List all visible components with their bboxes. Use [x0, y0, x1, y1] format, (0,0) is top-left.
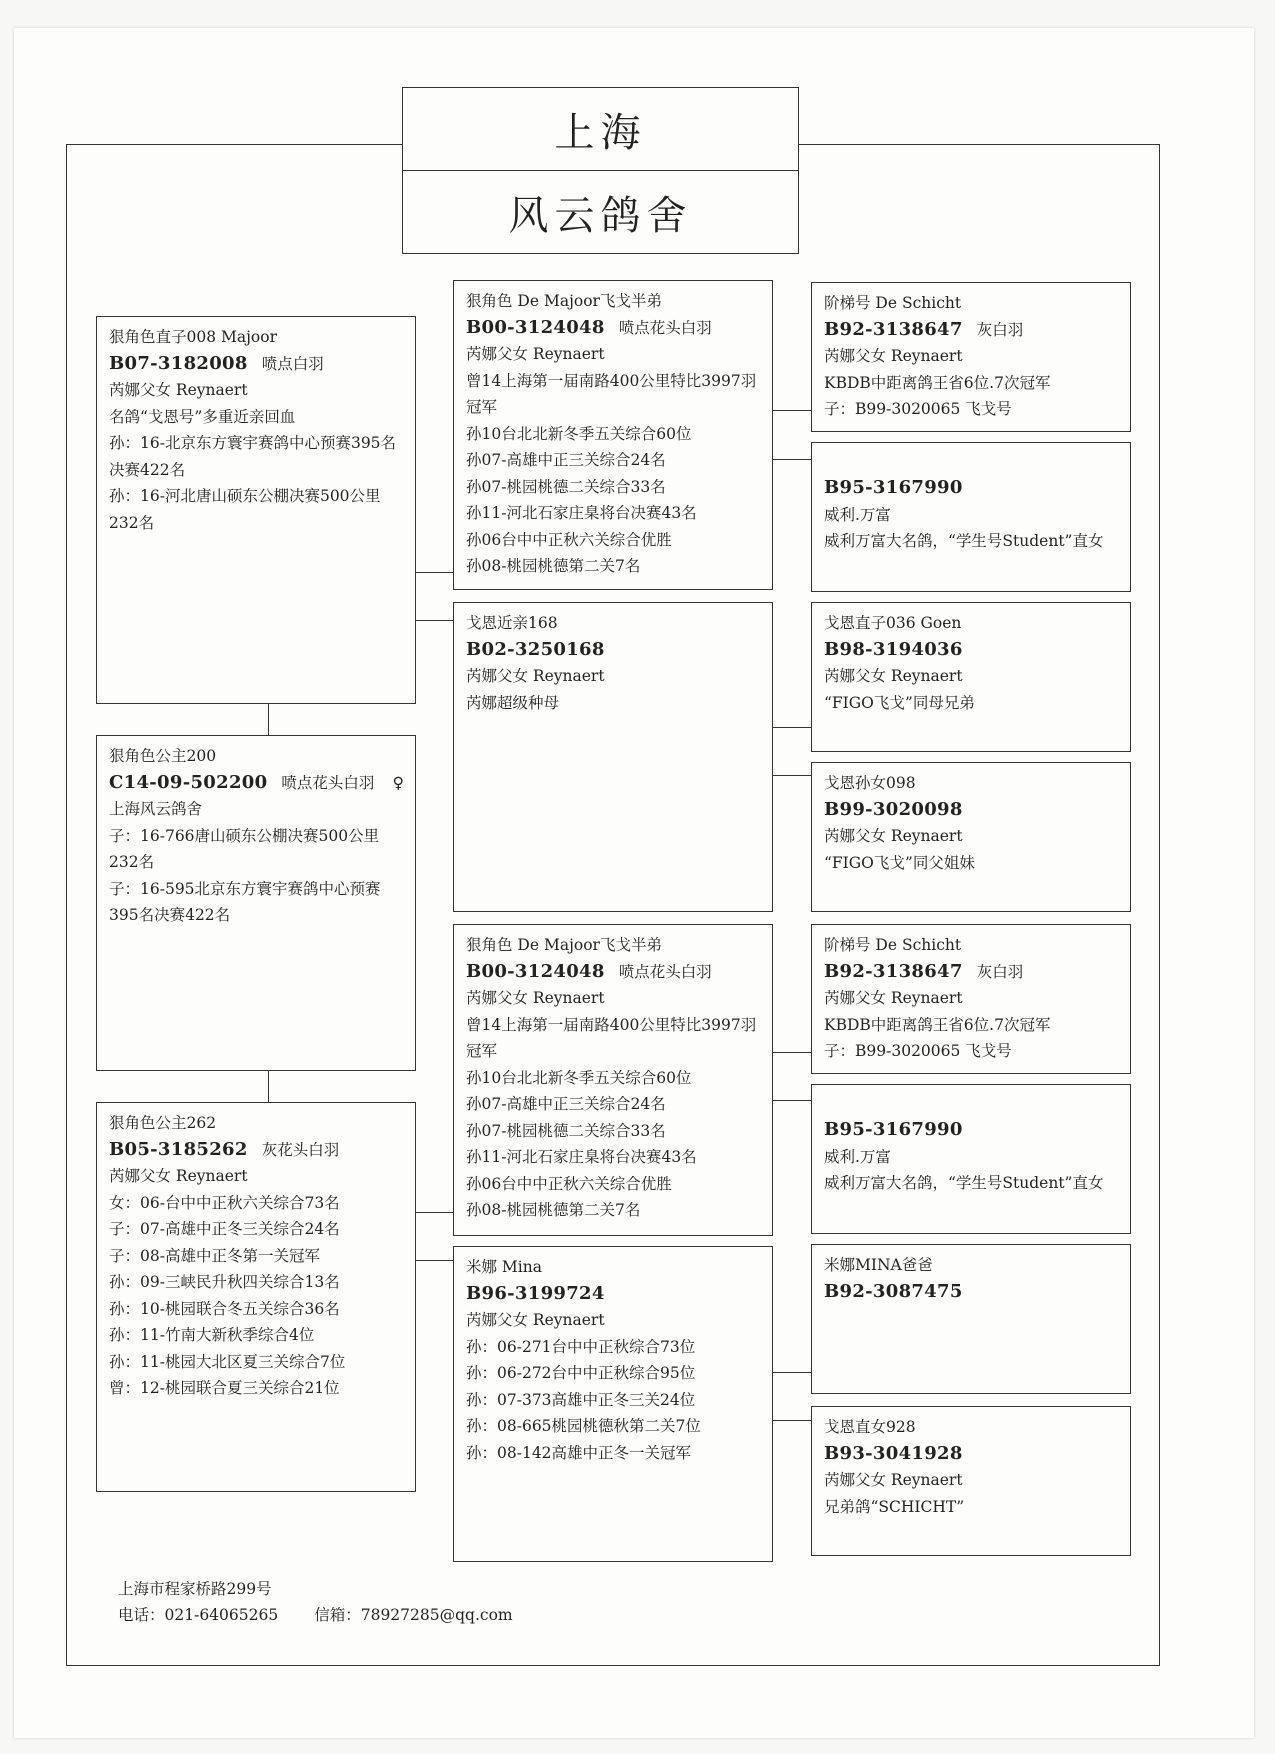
- ggp-color: 灰白羽: [976, 962, 1024, 981]
- sire-line: 芮娜父女 Reynaert: [109, 381, 248, 399]
- dam-line: 子：07-高雄中正冬三关综合24名: [109, 1220, 340, 1238]
- ggp-card-dsd: [811, 1084, 1131, 1234]
- gp-name: 戈恩近亲168: [466, 614, 558, 632]
- subject-name: 狠角色公主200: [109, 747, 217, 765]
- title-city: 上海: [554, 109, 647, 156]
- ggp-name: 戈恩孙女098: [824, 774, 916, 792]
- dam-line: 孙：11-竹南大新秋季综合4位: [109, 1326, 315, 1344]
- gp-line: 孙：06-272台中中正秋综合95位: [466, 1364, 696, 1382]
- grandsire-paternal-card: [453, 280, 773, 590]
- gp-line: 孙11-河北石家庄臬将台决赛43名: [466, 1148, 697, 1166]
- connector-dam-gp: [415, 1212, 454, 1213]
- dam-name: 狠角色公主262: [109, 1114, 217, 1132]
- granddam-paternal-card: [453, 602, 773, 912]
- footer-email: 信箱：78927285@qq.com: [314, 1606, 513, 1624]
- gp-name: 狠角色 De Majoor飞戈半弟: [466, 292, 662, 310]
- ggp-ring: B92-3138647: [824, 960, 963, 982]
- dam-line: 曾：12-桃园联合夏三关综合21位: [109, 1379, 340, 1397]
- footer-phone: 电话：021-64065265: [118, 1606, 279, 1624]
- gp-line: 芮娜父女 Reynaert: [466, 1311, 605, 1329]
- gp-line: 曾14上海第一届南路400公里特比3997羽冠军: [466, 1015, 757, 1060]
- ggp-line: 威利.万富: [824, 505, 891, 524]
- connector-ds-ggp: [772, 1052, 812, 1053]
- ggp-line: “FIGO飞戈”同母兄弟: [824, 693, 975, 712]
- connector-ds-ggp2: [772, 1100, 812, 1101]
- ggp-name: 戈恩直子036 Goen: [824, 614, 962, 632]
- connector-sd-ggp: [772, 727, 812, 728]
- ggp-line: 芮娜父女 Reynaert: [824, 667, 963, 685]
- subject-line: 子：16-766唐山硕东公棚决赛500公里232名: [109, 826, 380, 871]
- gp-line: 芮娜父女 Reynaert: [466, 667, 605, 685]
- gp-line: 孙07-桃园桃德二关综合33名: [466, 477, 666, 496]
- ggp-line: KBDB中距离鸽王省6位.7次冠军: [824, 373, 1051, 392]
- gp-line: 孙06台中中正秋六关综合优胜: [466, 1174, 672, 1193]
- connector-dd-ggp: [772, 1372, 812, 1373]
- gp-line: 曾14上海第一届南路400公里特比3997羽冠军: [466, 371, 757, 416]
- gp-line: 孙：08-665桃园桃德秋第二关7位: [466, 1417, 701, 1435]
- ggp-ring: B95-3167990: [824, 477, 963, 498]
- ggp-name: 米娜MINA爸爸: [824, 1256, 933, 1274]
- gp-line: 孙10台北北新冬季五关综合60位: [466, 424, 692, 443]
- ggp-name: 阶梯号 De Schicht: [824, 294, 962, 312]
- ggp-ring: B95-3167990: [824, 1119, 963, 1140]
- ggp-card-ddd: [811, 1406, 1131, 1556]
- ggp-card-ssd: [811, 442, 1131, 592]
- gp-line: 孙：08-142高雄中正冬一关冠军: [466, 1443, 692, 1462]
- ggp-line: 威利万富大名鸽，“学生号Student”直女: [824, 532, 1104, 550]
- gp-line: 芮娜超级种母: [466, 693, 560, 712]
- title-loft: 风云鸽舍: [508, 192, 693, 239]
- sire-color: 喷点白羽: [261, 354, 324, 373]
- ggp-ring: B99-3020098: [824, 798, 963, 820]
- ggp-line: KBDB中距离鸽王省6位.7次冠军: [824, 1015, 1051, 1034]
- dam-line: 芮娜父女 Reynaert: [109, 1167, 248, 1185]
- gp-name: 狠角色 De Majoor飞戈半弟: [466, 936, 662, 954]
- ggp-card-sss: [811, 282, 1131, 432]
- gp-line: 孙：07-373高雄中正冬三关24位: [466, 1390, 696, 1409]
- ggp-line: 子：B99-3020065 飞戈号: [824, 400, 1012, 418]
- gp-line: 孙08-桃园桃德第二关7名: [466, 557, 641, 575]
- ggp-line: 芮娜父女 Reynaert: [824, 827, 963, 845]
- sire-line: 孙：16-河北唐山硕东公棚决赛500公里232名: [109, 487, 381, 532]
- gp-name: 米娜 Mina: [466, 1258, 542, 1276]
- connector-ss-ggp2: [772, 459, 812, 460]
- dam-line: 孙：09-三峡民升秋四关综合13名: [109, 1273, 340, 1291]
- connector-sd-ggp2: [772, 775, 812, 776]
- gp-line: 孙：06-271台中中正秋综合73位: [466, 1337, 696, 1356]
- ggp-ring: B92-3087475: [824, 1280, 963, 1302]
- subject-card: [96, 735, 416, 1071]
- subject-color: 喷点花头白羽: [281, 773, 375, 792]
- sire-line: 名鸽“戈恩号”多重近亲回血: [109, 407, 296, 426]
- ggp-line: 威利万富大名鸽，“学生号Student”直女: [824, 1174, 1104, 1192]
- connector-dam-gp2: [415, 1260, 454, 1261]
- gp-ring: B00-3124048: [466, 316, 605, 338]
- ggp-line: 芮娜父女 Reynaert: [824, 347, 963, 365]
- connector-sire-subject: [268, 702, 269, 736]
- connector-sire-gp2: [415, 620, 454, 621]
- ggp-color: 灰白羽: [976, 320, 1024, 339]
- gp-line: 孙10台北北新冬季五关综合60位: [466, 1068, 692, 1087]
- gp-line: 孙07-高雄中正三关综合24名: [466, 451, 666, 469]
- subject-line: 子：16-595北京东方寰宇赛鸽中心预赛395名决赛422名: [109, 879, 381, 924]
- ggp-line: 兄弟鸽“SCHICHT”: [824, 1497, 965, 1516]
- connector-subject-dam: [268, 1070, 269, 1103]
- ggp-line: 子：B99-3020065 飞戈号: [824, 1042, 1012, 1060]
- gp-line: 孙07-高雄中正三关综合24名: [466, 1095, 666, 1113]
- gp-ring: B02-3250168: [466, 638, 605, 660]
- title-city-box: [402, 87, 799, 171]
- ggp-line: “FIGO飞戈”同父姐妹: [824, 853, 975, 872]
- ggp-card-dss: [811, 924, 1131, 1074]
- dam-card: [96, 1102, 416, 1492]
- footer-contact: [118, 1576, 513, 1628]
- gp-line: 芮娜父女 Reynaert: [466, 989, 605, 1007]
- subject-ring: C14-09-502200: [109, 771, 268, 793]
- subject-line: 上海风云鸽舍: [109, 800, 203, 818]
- title-loft-box: [402, 170, 799, 254]
- dam-ring: B05-3185262: [109, 1138, 248, 1160]
- ggp-card-sds: [811, 602, 1131, 752]
- sire-ring: B07-3182008: [109, 352, 248, 374]
- sire-name: 狠角色直子008 Majoor: [109, 328, 278, 346]
- grandsire-maternal-card: [453, 924, 773, 1236]
- gp-line: 孙06台中中正秋六关综合优胜: [466, 530, 672, 549]
- ggp-line: 芮娜父女 Reynaert: [824, 1471, 963, 1489]
- ggp-ring: B92-3138647: [824, 318, 963, 340]
- dam-line: 孙：10-桃园联合冬五关综合36名: [109, 1299, 340, 1318]
- granddam-maternal-card: [453, 1246, 773, 1562]
- gp-line: 孙07-桃园桃德二关综合33名: [466, 1121, 666, 1140]
- footer-address: 上海市程家桥路299号: [118, 1580, 272, 1598]
- gp-line: 孙08-桃园桃德第二关7名: [466, 1201, 641, 1219]
- ggp-name: 阶梯号 De Schicht: [824, 936, 962, 954]
- dam-line: 子：08-高雄中正冬第一关冠军: [109, 1246, 320, 1265]
- connector-dd-ggp2: [772, 1420, 812, 1421]
- gp-ring: B00-3124048: [466, 960, 605, 982]
- female-symbol-icon: ♀: [392, 773, 404, 792]
- dam-color: 灰花头白羽: [261, 1140, 340, 1159]
- ggp-card-dds: [811, 1244, 1131, 1394]
- connector-sire-gp: [415, 572, 454, 573]
- ggp-ring: B98-3194036: [824, 638, 963, 660]
- ggp-card-sdd: [811, 762, 1131, 912]
- ggp-name: 戈恩直女928: [824, 1418, 916, 1436]
- sire-line: 孙：16-北京东方寰宇赛鸽中心预赛395名决赛422名: [109, 434, 397, 479]
- gp-ring: B96-3199724: [466, 1282, 605, 1304]
- dam-line: 孙：11-桃园大北区夏三关综合7位: [109, 1352, 346, 1371]
- ggp-line: 威利.万富: [824, 1147, 891, 1166]
- sire-card: [96, 316, 416, 704]
- dam-line: 女：06-台中中正秋六关综合73名: [109, 1193, 340, 1212]
- ggp-ring: B93-3041928: [824, 1442, 963, 1464]
- ggp-line: 芮娜父女 Reynaert: [824, 989, 963, 1007]
- gp-line: 孙11-河北石家庄臬将台决赛43名: [466, 504, 697, 522]
- connector-ss-ggp: [772, 410, 812, 411]
- gp-line: 芮娜父女 Reynaert: [466, 345, 605, 363]
- gp-color: 喷点花头白羽: [618, 318, 712, 337]
- gp-color: 喷点花头白羽: [618, 962, 712, 981]
